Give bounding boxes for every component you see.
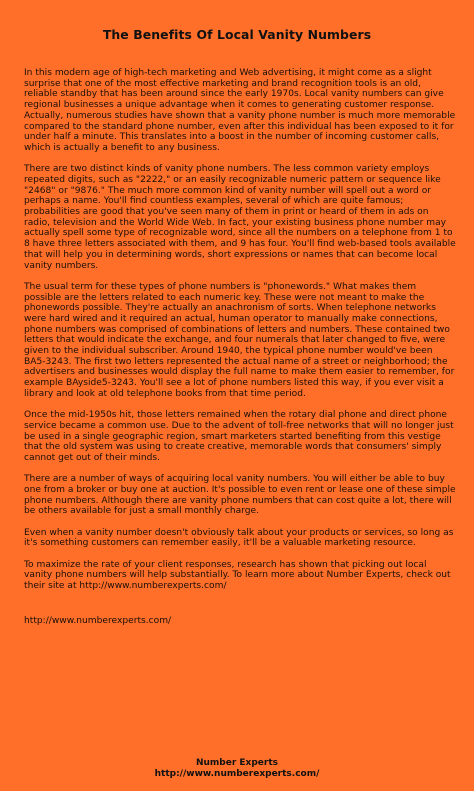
- paragraph-phonewords: The usual term for these types of phone numbers is "phonewords." What makes them possible are the letters related to each numeric key. These were not meant to make the phonewords possible. They're actually an anachronism of sorts. When telephone networks were hard wired and it required an actual, human operator to manually make connections, phone numbers was comprised of combinations of letters and numbers. These contained two letters that would indicate the exchange, and four numerals that later changed to five, were given to the individual subscriber. Around 1940, the typical phone number would've been BA5-3243. The first two letters represented the actual name of a street or neighborhood; the advertisers and businesses would display the full name to make them easier to remember, for example BAyside5-3243. You'll see a lot of phone numbers listed this way, if you ever visit a library and look at old telephone books from that time period.: [24, 281, 455, 399]
- page-title: The Benefits Of Local Vanity Numbers: [102, 27, 372, 42]
- page-footer: [0, 758, 474, 780]
- footer-url[interactable]: http://www.numberexperts.com/: [154, 769, 320, 779]
- paragraph-kinds: There are two distinct kinds of vanity phone numbers. The less common variety employs repeated digits, such as "2222," or an easily recognizable numeric pattern or sequence like "2468" or "9876." The much more common kind of vanity number will spell out a word or perhaps a name. You'll find countless examples, several of which are quite famous; probabilities are good that you've seen many of them in print or heard of them in ads on radio, television and the World Wide Web. In fact, your existing business phone number may actually spell some type of recognizable word, since all the numbers on a telephone from 1 to 8 have three letters associated with them, and 9 has four. You'll find web-based tools available that will help you in determining words, short expressions or names that can become local vanity numbers.: [24, 164, 456, 271]
- website-link[interactable]: http://www.numberexperts.com/: [24, 615, 172, 626]
- article-body: [24, 68, 456, 637]
- paragraph-conclusion: To maximize the rate of your client responses, research has shown that picking out local vanity phone numbers will help substantially. To learn more about Number Experts, check out their site at http://www.numberexperts.com/: [24, 559, 451, 592]
- paragraph-acquiring: There are a number of ways of acquiring local vanity numbers. You will either be able to buy one from a broker or buy one at auction. It's possible to even rent or lease one of these simple phone numbers. Although there are vanity phone numbers that can cost quite a lot, there will be others available for just a small monthly charge.: [24, 474, 456, 517]
- paragraph-history: Once the mid-1950s hit, those letters remained when the rotary dial phone and direct phone service became a common use. Due to the advent of toll-free networks that will no longer just be used in a single geographic region, smart marketers started benefiting from this vestige that the old system was using to create creative, memorable words that consumers' simply cannot get out of their minds.: [24, 410, 454, 463]
- paragraph-memorable: Even when a vanity number doesn't obviously talk about your products or services, so long as it's something customers can remember easily, it'll be a valuable marketing resource.: [24, 527, 454, 549]
- paragraph-intro: In this modern age of high-tech marketing and Web advertising, it might come as a slight surprise that one of the most effective marketing and brand recognition tools is an old, reliable standby that has been around since the early 1970s. Local vanity numbers can give regional businesses a unique advantage when it comes to generating customer response. Actually, numerous studies have shown that a vanity phone number is much more memorable compared to the standard phone number, even after this individual has been exposed to it for under half a minute. This translates into a boost in the number of incoming customer calls, which is actually a benefit to any business.: [24, 68, 456, 153]
- footer-company: Number Experts: [195, 758, 279, 768]
